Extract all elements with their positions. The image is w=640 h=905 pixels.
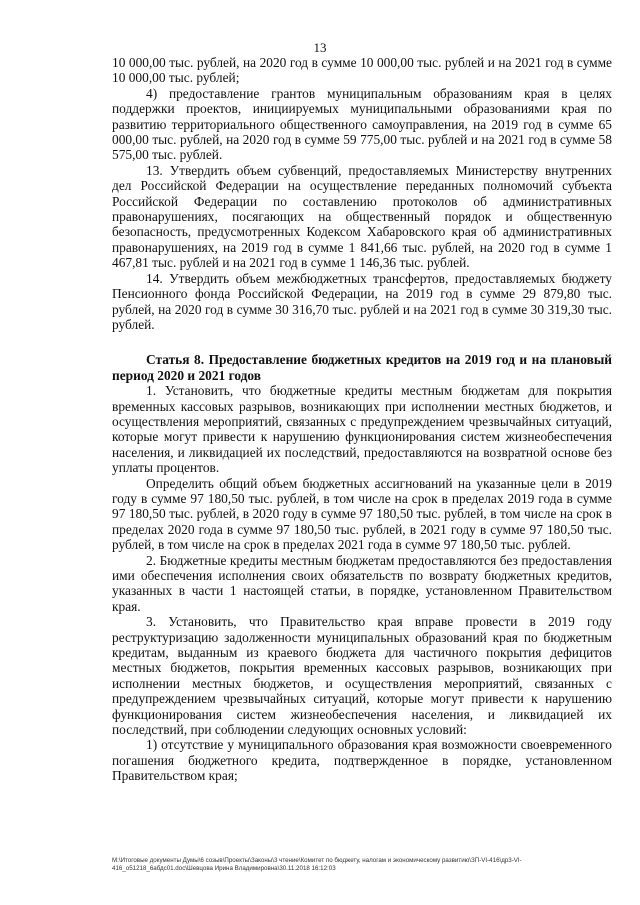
- paragraph-14-transfers: 14. Утвердить объем межбюджетных трансфертов, предоставляемых бюджету Пенсионного фонда Российской Федерации, на 2019 год в сумме 29 879,80 тыс. рублей, на 2020 год в сумме 30 316,70 тыс. рублей и на 2021 год в сумме 30 319,30 тыс. рублей.: [112, 270, 612, 332]
- paragraph-13-subventions: 13. Утвердить объем субвенций, предоставляемых Министерству внутренних дел Российской Федерации на осуществление переданных полномочий субъекта Российской Федерации по составлению протоколов об административных правонарушениях, посягающих на общественный порядок и общественную безопасность, предусмотренных Кодексом Хабаровского края об административных правонарушениях, на 2019 год в сумме 1 841,66 тыс. рублей, на 2020 год в сумме 1 467,81 тыс. рублей и на 2021 год в сумме 1 146,36 тыс. рублей.: [112, 162, 612, 271]
- article-8-allocation: Определить общий объем бюджетных ассигнований на указанные цели в 2019 году в сумме 97 180,50 тыс. рублей, в том числе на срок в пределах 2019 года в сумме 97 180,50 тыс. рублей, в 2020 году в сумме 97 180,50 тыс. рублей, в том числе на срок в пределах 2020 года в сумме 97 180,50 тыс. рублей, в 2021 году в сумме 97 180,50 тыс. рублей, в том числе на срок в пределах 2021 года в сумме 97 180,50 тыс. рублей.: [112, 475, 612, 553]
- article-8-condition-1: 1) отсутствие у муниципального образования края возможности своевременного погашения бюджетного кредита, подтвержденное в порядке, установленном Правительством края;: [112, 737, 612, 784]
- document-body: [112, 55, 612, 784]
- page-number: 13: [313, 40, 327, 55]
- article-8-part-3: 3. Установить, что Правительство края вправе провести в 2019 году реструктуризацию задолженности муниципальных образований края по бюджетным кредитам, выданным из краевого бюджета для частичного покрытия дефицитов местных бюджетов, покрытия временных кассовых разрывов, возникающих при исполнении местных бюджетов, и осуществления мероприятий, связанных с предупреждением чрезвычайных ситуаций, которые могут привести к нарушению функционирования систем жизнеобеспечения населения, и ликвидацией их последствий, при соблюдении следующих основных условий:: [112, 614, 612, 738]
- section-spacer: [112, 332, 612, 352]
- paragraph-continuation: 10 000,00 тыс. рублей, на 2020 год в сумме 10 000,00 тыс. рублей и на 2021 год в сумме 10 000,00 тыс. рублей;: [112, 55, 612, 86]
- paragraph-item-4-grants: 4) предоставление грантов муниципальным образованиям края в целях поддержки проектов, инициируемых муниципальными образованиями края по развитию территориального общественного самоуправления, на 2019 год в сумме 65 000,00 тыс. рублей, на 2020 год в сумме 59 775,00 тыс. рублей и на 2021 год в сумме 58 575,00 тыс. рублей.: [112, 85, 612, 163]
- article-8-heading: Статья 8. Предоставление бюджетных кредитов на 2019 год и на плановый период 2020 и 2021 годов: [112, 352, 612, 383]
- article-8-part-1: 1. Установить, что бюджетные кредиты местным бюджетам для покрытия временных кассовых разрывов, возникающих при исполнении местных бюджетов, и осуществления мероприятий, связанных с предупреждением чрезвычайных ситуаций, которые могут привести к нарушению функционирования систем жизнеобеспечения населения, и ликвидацией их последствий, предоставляются на возвратной основе без уплаты процентов.: [112, 383, 612, 476]
- file-path-footer: M:\Итоговые документы Думы\6 созыв\Проекты\Законы\3 чтение\Комитет по бюджету, налогам и экономическому развитию\ЗП-VI-416\др3-VI-416_о51218_6абдс01.doc\Шевцова Ирина Владимировна\30.11.2018 16:12:03: [112, 857, 522, 872]
- article-8-part-2: 2. Бюджетные кредиты местным бюджетам предоставляются без предоставления ими обеспечения исполнения своих обязательств по возврату бюджетных кредитов, указанных в части 1 настоящей статьи, в порядке, установленном Правительством края.: [112, 552, 612, 614]
